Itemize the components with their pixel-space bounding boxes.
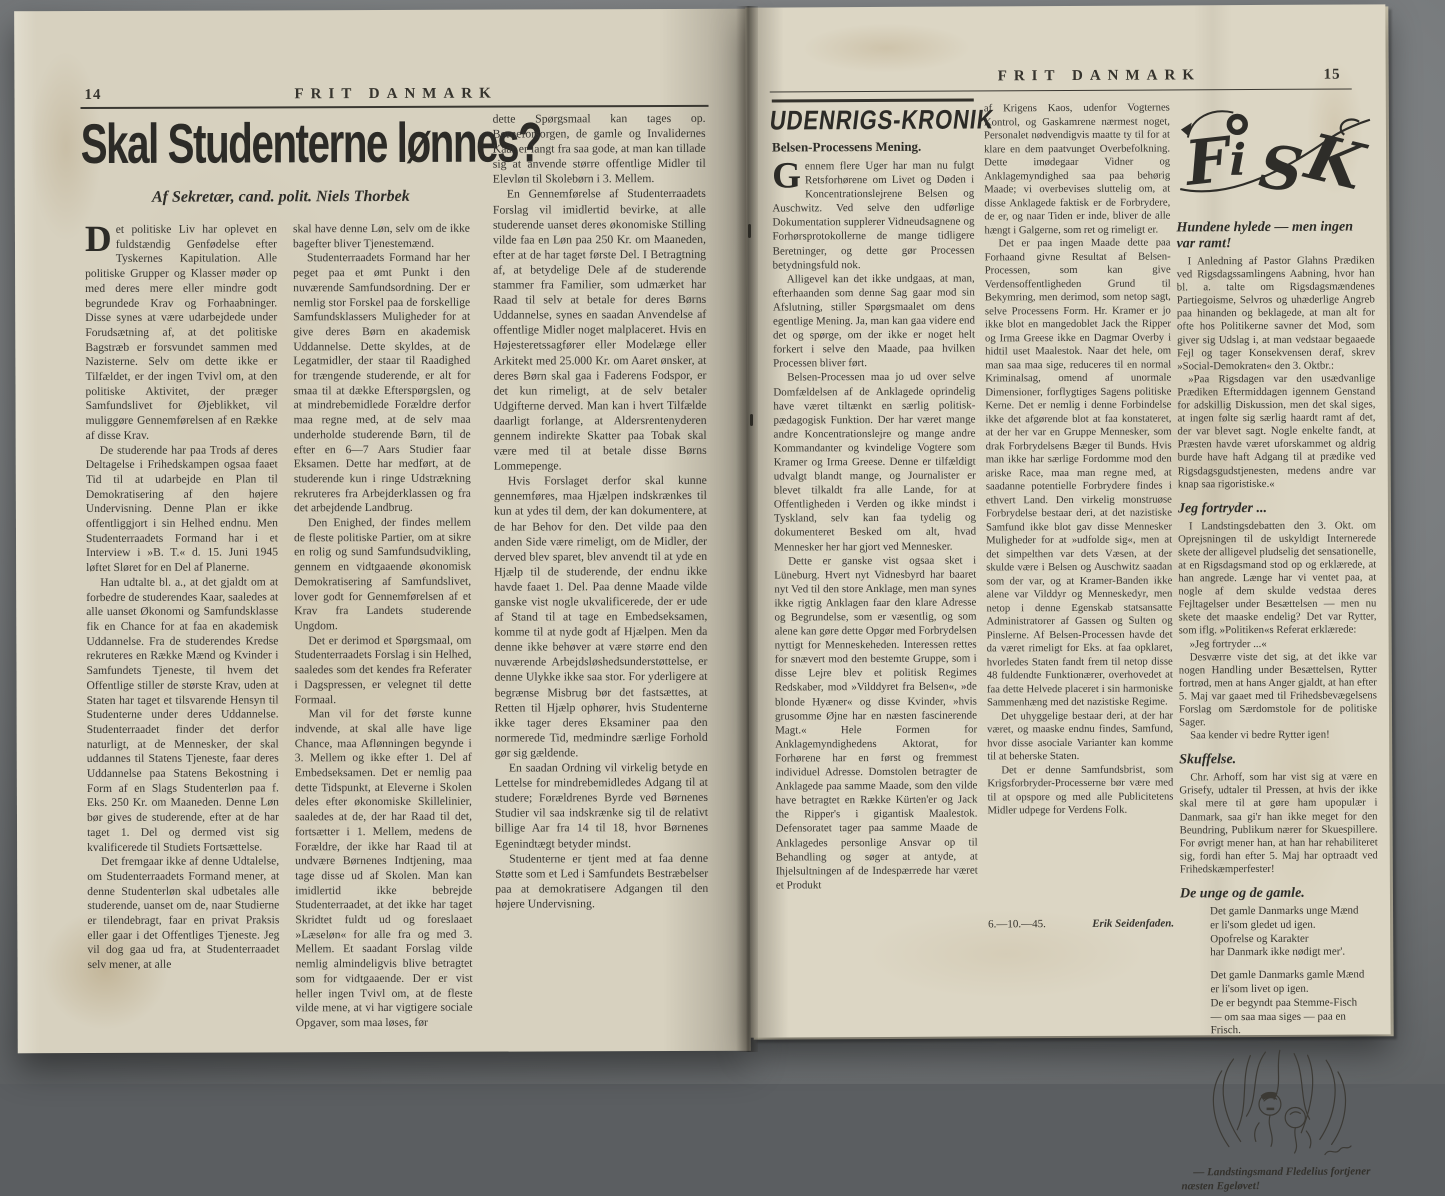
fisk-heading-4: De unge og de gamle. bbox=[1179, 885, 1305, 902]
right-masthead: FRIT DANMARK bbox=[997, 67, 1202, 85]
paragraph: Hvis Forslaget derfor skal kunne gennemføres, maa Hjælpen indskrænkes til kun at ydes til dem, der kan dokumentere, at de har Behov for den. Det vilde paa den anden Side være rimeligt, om de Midler, der derved blev sparet, blev anvendt til at yde en Hjælp til de studerende, der endnu ikke havde faaet 1. Del. Paa denne Maade vilde ganske vist nogle ukvalificerede, der er ude af Stand til at tage en Embedseksamen, komme til at nyde godt af Hjælpen. Men da denne ikke behøver at være større end den nuværende Arbejdsløshedsunderstøttelse, er denne Ulykke ikke saa stor. For yderligere at begrænse Misbrug bør det fastsættes, at Retten til Hjælp ophører, hvis Studenterne ikke tager deres Eksaminer paa den normerede Tid, medmindre særlige Forhold gør sig gældende. bbox=[493, 473, 708, 760]
fisk-logo bbox=[1176, 100, 1375, 205]
verse-line: Det gamle Danmarks gamle Mænd bbox=[1210, 968, 1365, 982]
paragraph: Desværre viste det sig, at det ikke var nogen Handling under Besættelsen, Rytter fortrød, men at hans Anger gjaldt, at han efter 5. Maj var gaaet med til Frihedsbevægelsens Forslag om Særdomstole for de politiske Sager. bbox=[1178, 650, 1378, 729]
fisk-section-3 bbox=[1179, 771, 1378, 877]
page-gutter bbox=[736, 6, 758, 1052]
verse-line: er li'som livet op igen. bbox=[1210, 982, 1309, 996]
binding-thread bbox=[750, 414, 753, 426]
paragraph: De studerende har paa Trods af deres Deltagelse i Frihedskampen ogsaa faaet Tid til at udarbejde en Plan til Demokratisering af den højere Undervisning. Denne Plan er ikke offentliggjort i sin Helhed endnu. Men Studenterraadets Formand har i et Interview i »B. T.« d. 15. Juni 1945 løftet Sløret for en Del af Planerne. bbox=[85, 442, 279, 575]
paragraph: Han udtalte bl. a., at det gjaldt om at forbedre de studerendes Kaar, saaledes at alle uanset Økonomi og Samfundsklasse fik en Chance for at faa en akademisk Uddannelse. Fra de studerendes Kredse rekruteres en Række Mænd og Kvinder i Samfundets Tjeneste, til hvem det Offentlige stiller de største Krav, uden at Staten har taget et tilsvarende Hensyn til Studenterne under deres Uddannelse. Studenterraadet finder det derfor naturligt, at de Mennesker, der skal uddannes til Statens Tjeneste, faar deres Uddannelse paa Statens Bekostning i Form af en Slags Studenterløn paa f. Eks. 250 Kr. om Maaneden. Denne Løn bør gives de studerende, efter at de har taget 1. Del og dermed vist sig kvalificerede til Studiets Fortsættelse. bbox=[86, 575, 280, 854]
paragraph: En Gennemførelse af Studenterraadets Forslag vil imidlertid bevirke, at alle studerende uanset deres økonomiske Stilling vilde faa en Løn paa 250 Kr. om Maaneden, efter at de har taget første Del. I Betragtning af, at betydelige Dele af de studerende stammer fra Familier, som udmærket har Raad til selv at betale for deres Børns Uddannelse, synes en saadan Anvendelse af offentlige Midler noget malplaceret. Hvis en Højesteretssagfører eller Modelæge eller Arkitekt med 25.000 Kr. om Aaret ønsker, at deres Børn skal gaa i Faderens Fodspor, er det kun rimeligt, at de selv betaler Udgifterne derved. Man kan i hvert Tilfælde daarligt forlange, at Aldersrentenyderen gennem indirekte Skatter paa Tobak skal være med til at betale disse Børns Lommepenge. bbox=[492, 186, 707, 473]
fisk-section-2 bbox=[1178, 519, 1377, 743]
verse-line: er li'som gledet ud igen. bbox=[1210, 918, 1316, 932]
paragraph: dette Spørgsmaal kan tages op. Børneforsorgen, de gamle og Invalidernes Kaar er langt fra saa gode, at man kan tillade sig at anvende større offentlige Midler til Elevløn til Skolebørn i 3. Mellem. bbox=[492, 110, 706, 186]
paragraph: Det er derimod et Spørgsmaal, om Studenterraadets Forslag i sin Helhed, saaledes som det kendes fra Referater i Dagspressen, er velegnet til dette Formaal. bbox=[294, 633, 472, 706]
verse-line: har Danmark ikke nødigt mer'. bbox=[1210, 945, 1346, 959]
kronik-dateline: 6.—10.—45. bbox=[988, 918, 1046, 931]
kronik-signature-line bbox=[988, 917, 1174, 930]
paragraph: Chr. Arhoff, som har vist sig at være en Grisefy, udtaler til Pressen, at hvis der ikke skal mere til at gøre ham upopulær i Danmark, saa gi'r han ikke meget for den Beundring, Publikum nærer for Skuespillere. For øvrigt mener han, at han har rehabiliteret sig, fordi han efter 5. Maj har optraadt ved Frihedskæmperfester! bbox=[1179, 770, 1378, 876]
fisk-heading-1: Hundene hylede — men ingen var ramt! bbox=[1176, 219, 1354, 252]
paragraph: »Jeg fortryder ...« bbox=[1189, 637, 1267, 650]
left-header-rule bbox=[81, 105, 709, 109]
kronik-signature: Erik Seidenfaden. bbox=[1092, 917, 1175, 930]
kronik-subtitle: Belsen-Processens Mening. bbox=[771, 138, 922, 155]
fisk-heading-2: Jeg fortryder ... bbox=[1177, 500, 1268, 517]
right-page-number: 15 bbox=[1323, 66, 1341, 83]
paragraph: Gennem flere Uger har man nu fulgt Retsforhørene om Livet og Døden i Koncentrationslejrene Belsen og Auschwitz. Ved selve den udførlige Dokumentation supplerer Vidneudsagnene og Forhørsprotokollerne de mange tidligere Beretninger, og dette gør Processen betydningsfuld nok. bbox=[772, 155, 975, 272]
paragraph: skal have denne Løn, selv om de ikke bagefter bliver Tjenestemænd. bbox=[292, 221, 470, 251]
paragraph: Man vil for det første kunne indvende, at skal alle have lige Chance, maa Aflønningen begynde i 3. Mellem og ikke efter 1. Del af Embedseksamen. Det er nemlig paa dette Tidspunkt, at Eleverne i Skolen deles efter økonomiske Skillelinier, saaledes at de, der har Raad til det, fortsætter i 1. Mellem, medens de Forældre, der ikke har Raad til at undvære Børnenes Indtjening, maa tage disse ud af Skolen. Man kan imidlertid ikke bebrejde Studenterraadet, at det ikke har taget Skridtet fuldt ud og foreslaaet »Læseløn« for alle fra og med 3. Mellem. Et saadant Forslag vilde nemlig almindeligvis blive betragtet som for vidtgaaende. Der er vist heller ingen Tvivl om, at de fleste vilde mene, at vi har vigtigere sociale Opgaver, som maa løses, før bbox=[294, 706, 473, 1030]
verse-line: Opofrelse og Karakter bbox=[1210, 932, 1309, 945]
fisk-column bbox=[1176, 100, 1379, 1193]
paragraph: »Paa Rigsdagen var den usædvanlige Prædiken Eftermiddagen igennem Genstand for adskillig Diskussion, men det skal siges, at ingen følte sig særlig haardt ramt af det, der var blevet sagt. Nogle enkelte fandt, at Præsten havde været uforskammet og aldrig burde have haft Adgang til at prædike ved Rigsdagsgudstjenesten, medens andre var knap saa rigoristiske.« bbox=[1177, 372, 1376, 491]
fisk-section-1 bbox=[1177, 254, 1376, 491]
paragraph: I Anledning af Pastor Glahns Prædiken ved Rigsdagssamlingens Aabning, hvor han bl. a. talte om Rigsdagsmændenes Partiegoisme, Selvros og uhæderlige Angreb paa hinanden og beklagede, at man alt for ofte hos Politikerne savner det Mod, som giver sig Udslag i, at man vedstaar begaaede Fejl og tager Konsekvensen deraf, skrev »Social-Demokraten« den 3. Oktbr.: bbox=[1176, 254, 1376, 373]
paragraph: af Krigens Kaos, udenfor Vogternes Kontrol, og Gaskamrene nærmest noget, Personalet nødvendigvis maatte ty til for at klare en dem paatvunget Overbefolkning. Dette imødegaar Vidner og Anklagemyndighed saa paa behørig Maade; vi overbevises sluttelig om, at disse Anklagede faktisk er de Forbrydere, de er, og naar Tiden er inde, bliver de alle hængt i Galgerne, som ret og rimeligt er. bbox=[983, 101, 1171, 236]
letter-S: S bbox=[1255, 132, 1307, 207]
verse-line: De er begyndt paa Stemme-Fisch bbox=[1210, 996, 1358, 1010]
cartoon-caption: — Landstingsmand Fledelius fortjener næsten Egeløvet! bbox=[1181, 1165, 1371, 1193]
paragraph: Det politiske Liv har oplevet en fuldstændig Genfødelse efter Tyskernes Kapitulation. Alle politiske Grupper og Klasser møder op med deres mere eller mindre godt begrundede Krav og Forhaabninger. Disse synes at være udarbejdede under Forudsætning af, at det politiske Bagstræb er forsvundet sammen med Nazisterne. Selv om dette ikke er Tilfældet, er der ingen Tvivl om, at den politiske Aktivitet, der præger Samfundslivet for Øjeblikket, vil muliggøre Gennemførelsen af en Række af disse Krav. bbox=[84, 218, 278, 442]
letter-F: F bbox=[1181, 123, 1234, 200]
fisk-verse-stanza-2 bbox=[1180, 969, 1378, 1039]
right-page bbox=[745, 4, 1390, 1193]
kronik-rule bbox=[772, 98, 974, 102]
kronik-column-2 bbox=[984, 101, 1174, 917]
left-page-number: 14 bbox=[84, 86, 102, 104]
paragraph: Dette er ganske vist ogsaa sket i Lüneburg. Hvert nyt Vidnesbyrd har baaret nyt Ved til den store Anklage, men man synes ikke rigtig Anklagen faar den klare Adresse og Begrundelse, som er væsentlig, og som alene kan gøre dette Opgør med Forbrydelsen nyttigt for Menneskeheden. Interessen rettes for snævert mod den bestemte Gruppe, som i disse Lejre blev et politisk Regimes Redskaber, mod »Vilddyret fra Belsen«, »de blonde Hyæner« og disse Kvinder, »hvis grusomme Øjne har en næsten fascinerende Magt.« Hele Formen for Anklagemyndighedens Aktorat, for Forhørene har en først og fremmest individuel Adresse. Domstolen betragter de Anklagede paa samme Maade, som den vilde have betragtet en Række Kürten'er og Jack the Ripper's i gigantisk Maalestok. Defensoratet tager paa samme Maade de Anklagedes personlige Ansvar op til Behandling og søger at antyde, at Ihjelsultningen af de Indespærrede har været et Produkt bbox=[774, 554, 978, 892]
hair bbox=[1261, 1092, 1278, 1100]
paragraph: Saa kender vi bedre Rytter igen! bbox=[1190, 728, 1330, 742]
left-masthead: FRIT DANMARK bbox=[294, 85, 498, 103]
i-dot bbox=[1229, 116, 1245, 132]
binding-thread bbox=[748, 224, 751, 238]
paragraph: Studenterraadets Formand har her peget paa et ømt Punkt i den nuværende Samfundsordning. Der er nemlig stor Forskel paa de forskellige Samfundsklassers Muligheder for at give deres Børn en akademisk Uddannelse. Dette skyldes, at de Legatmidler, der staar til Raadighed for trængende studerende, er alt for smaa til at dække Efterspørgslen, og at mindrebemidlede Forældre derfor maa regne med, at de selv maa underholde studerende Børn, til de efter en 6—7 Aars Studier faar Eksamen. Dette har medført, at de studerende kun i ringe Udstrækning rekruteres fra Arbejderklassen og fra det arbejdende Landbrug. bbox=[293, 251, 471, 515]
paragraph: Det uhyggelige bestaar deri, at der har været, og maaske endnu findes, Samfund, hvor disse asociale Varianter kan komme til at beherske Staten. bbox=[987, 708, 1174, 763]
letter-i: i bbox=[1229, 134, 1247, 186]
kronik-title: UDENRIGS-KRONIK bbox=[768, 104, 996, 136]
letter-K: K bbox=[1299, 119, 1371, 205]
paragraph: Det er paa ingen Maade dette paa Forhaand givne Resultat af Belsen-Processen, som kan give Verdensoffentligheden Grund til Bekymring, men derimod, som netop sagt, selve Processens Form. Hr. Kramer er jo ikke blot en mangedoblet Jack the Ripper og Irma Greese ikke en Dagmar Overby i hidtil uset Maalestok. Naar det hele, om man saa maa sige, reduceres til en normal Kriminalsag, omend af unormale Dimensioner, forflygtiges Sagens politiske Kerne. Det er nemlig i denne Forbindelse ikke det afgørende blot at faa konstateret, at der her var en Gruppe Mennesker, som drak Forbrydelsens Bæger til Bunds. Hvis man ikke har særlige Fordomme mod den ariske Race, maa man regne med, at saadanne potentielle Forbrydere findes i ethvert Land. Den virkelig monstruøse Forbrydelse bestaar deri, at det nazistiske Samfund ikke blot gav disse Mennesker Muligheder for at »udfolde sig«, men at det simpelthen var dets Væsen, at der skulde være i Belsen og Auschwitz saadan som der var, og at Kramer-Banden ikke alene var Vilddyr og Menneskedyr, men netop i denne Egenskab statsansatte Administratorer af Gassen og Sulten og Pinslerne. Af Belsen-Processen havde det da været rimeligt for Eks. at faa opklaret, hvorledes Staten fandt frem til netop disse 48 fuldendte Funktionærer, overhovedet at faa dette Helvede placeret i sin harmoniske Sammenhæng med det nazistiske Regime. bbox=[984, 236, 1173, 709]
paragraph: Den Enighed, der findes mellem de fleste politiske Partier, om at sikre en rolig og sund Samfundsudvikling, gennem en vidtgaaende økonomisk Demokratisering af Samfundslivet, lover godt for Gennemførelsen af et Krav fra Landets studerende Ungdom. bbox=[293, 515, 472, 633]
right-header-rule bbox=[770, 89, 1352, 93]
caricature-drawing bbox=[1200, 1047, 1361, 1166]
article-title: Skal Studenterne lønnes? bbox=[80, 110, 542, 176]
verse-line: Det gamle Danmarks unge Mænd bbox=[1210, 904, 1359, 918]
left-column-3 bbox=[493, 111, 709, 970]
paragraph: Det er denne Samfundsbrist, som Krigsforbryder-Processerne bør være med til at opspore og med alle Publicitetens Midler udpege for Verdens Folk. bbox=[987, 762, 1174, 817]
left-page bbox=[14, 9, 751, 1054]
paragraph: Det fremgaar ikke af denne Udtalelse, om Studenterraadets Formand mener, at denne Studenterløn skal udbetales alle studerende, uanset om de, naar Studierne er tilendebragt, faar en privat Praksis eller gaar i det Offentliges Tjeneste. Jeg vil dog gaa ud fra, at Studenterraadet selv mener, at alle bbox=[87, 854, 280, 972]
paragraph: Studenterne er tjent med at faa denne Støtte som et Led i Samfundets Bestræbelser paa at demokratisere Adgangen til den højere Undervisning. bbox=[495, 850, 709, 911]
moustache bbox=[1267, 1108, 1275, 1111]
verse-line: — om saa maa siges — paa en Frisch. bbox=[1210, 1010, 1346, 1037]
fisk-heading-3: Skuffelse. bbox=[1179, 752, 1237, 768]
left-column-1 bbox=[84, 218, 280, 972]
left-column-2 bbox=[292, 221, 473, 1030]
paragraph: Alligevel kan det ikke undgaas, at man, efterhaanden som denne Sag gaar mod sin Afslutning, stiller Spørgsmaalet om dens egentlige Mening. Ja, man kan gaa videre end det og spørge, om der ikke er noget helt forkert i selve den Maade, paa hvilken Processen bliver ført. bbox=[772, 272, 976, 370]
paragraph: I Landstingsdebatten den 3. Okt. om Oprejsningen til de uskyldigt Internerede skete der alligevel pludselig det sensationelle, at en Rigsdagsmand stod op og erklærede, at han angrede. Længe har vi ventet paa, at nogle af dem skulde vedstaa deres Fejltagelser under Besættelsen — men nu skete det maaske endelig? Det var Rytter, som iflg. »Politiken«s Referat erklærede: bbox=[1178, 519, 1377, 637]
fisk-verse-stanza-1 bbox=[1180, 904, 1378, 960]
paragraph: En saadan Ordning vil virkelig betyde en Lettelse for mindrebemidledes Adgang til at studere; Forældrenes Byrde ved Børnenes Studier vil saa indskrænke sig til de relativt billige Aar fra 14 til 18, hvor Børnenes Egenindtægt betyder mindst. bbox=[494, 759, 709, 851]
paragraph: Belsen-Processen maa jo ud over selve Domfældelsen af de Anklagede oprindelig have været tiltænkt en særlig politisk-pædagogisk Funktion. Der har været mange andre Koncentrationslejre og mange andre Kommandanter og kvindelige Vogtere som Kramer og Irma Greese. Denne er tilfældigt udvalgt blandt mange, og Journalister er blevet tilkaldt fra alle Lande, for at Offentligheden i Verden og ikke mindst i Tyskland, selv kan faa tydelig og dokumenteret Besked om alt, hvad Mennesker her har gjort ved Mennesker. bbox=[773, 370, 977, 554]
kronik-column-1 bbox=[772, 155, 978, 949]
article-byline: Af Sekretær, cand. polit. Niels Thorbek bbox=[151, 187, 410, 206]
